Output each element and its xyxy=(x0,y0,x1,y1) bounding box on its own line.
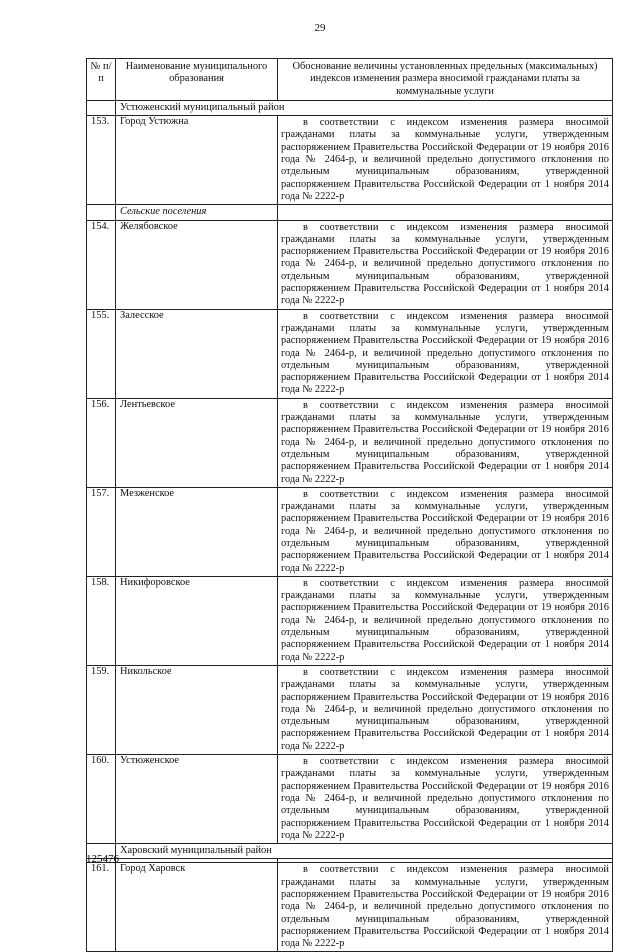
region-row xyxy=(87,844,613,859)
indices-table xyxy=(86,58,613,952)
header-name: Наименование муниципального образования xyxy=(116,59,278,101)
table-row xyxy=(87,116,613,205)
row-num: 160. xyxy=(87,755,116,844)
row-name: Устюженское xyxy=(116,755,278,844)
row-justification: в соответствии с индексом изменения размера вносимой гражданами платы за коммунальные услуги, утвержденным распоряжением Правительства Российской Федерации от 19 ноября 2016 года № 2464-р, и величиной предельно допустимого отклонения по отдельным муниципальным образованиям, утвержденной распоряжением Правительства Российской Федерации от 1 ноября 2014 года № 2222-р xyxy=(278,576,613,665)
row-justification: в соответствии с индексом изменения размера вносимой гражданами платы за коммунальные услуги, утвержденным распоряжением Правительства Российской Федерации от 19 ноября 2016 года № 2464-р, и величиной предельно допустимого отклонения по отдельным муниципальным образованиям, утвержденной распоряжением Правительства Российской Федерации от 1 ноября 2014 года № 2222-р xyxy=(278,755,613,844)
table-row xyxy=(87,309,613,398)
subgroup-row-empty xyxy=(278,205,613,220)
row-num: 157. xyxy=(87,487,116,576)
row-name: Мезженское xyxy=(116,487,278,576)
region-title: Устюженский муниципальный район xyxy=(116,100,613,115)
row-num: 156. xyxy=(87,398,116,487)
header-num: № п/п xyxy=(87,59,116,101)
page-number: 29 xyxy=(314,22,326,34)
row-name: Залесское xyxy=(116,309,278,398)
region-row xyxy=(87,100,613,115)
table-row xyxy=(87,755,613,844)
region-row-num xyxy=(87,100,116,115)
region-title: Харовский муниципальный район xyxy=(116,844,613,859)
subgroup-title: Сельские поселения xyxy=(116,205,278,220)
row-justification: в соответствии с индексом изменения размера вносимой гражданами платы за коммунальные услуги, утвержденным распоряжением Правительства Российской Федерации от 19 ноября 2016 года № 2464-р, и величиной предельно допустимого отклонения по отдельным муниципальным образованиям, утвержденной распоряжением Правительства Российской Федерации от 1 ноября 2014 года № 2222-р xyxy=(278,116,613,205)
row-num: 154. xyxy=(87,220,116,309)
row-num: 161. xyxy=(87,863,116,952)
subgroup-row-num xyxy=(87,205,116,220)
row-name: Лентьевское xyxy=(116,398,278,487)
table-row xyxy=(87,863,613,952)
row-num: 155. xyxy=(87,309,116,398)
row-justification: в соответствии с индексом изменения размера вносимой гражданами платы за коммунальные услуги, утвержденным распоряжением Правительства Российской Федерации от 19 ноября 2016 года № 2464-р, и величиной предельно допустимого отклонения по отдельным муниципальным образованиям, утвержденной распоряжением Правительства Российской Федерации от 1 ноября 2014 года № 2222-р xyxy=(278,220,613,309)
table-header-row xyxy=(87,59,613,101)
table-row xyxy=(87,220,613,309)
row-justification: в соответствии с индексом изменения размера вносимой гражданами платы за коммунальные услуги, утвержденным распоряжением Правительства Российской Федерации от 19 ноября 2016 года № 2464-р, и величиной предельно допустимого отклонения по отдельным муниципальным образованиям, утвержденной распоряжением Правительства Российской Федерации от 1 ноября 2014 года № 2222-р xyxy=(278,309,613,398)
table-row xyxy=(87,665,613,754)
table-row xyxy=(87,487,613,576)
header-justification: Обоснование величины установленных предельных (максимальных) индексов изменения размера вносимой гражданами платы за коммунальные услуги xyxy=(278,59,613,101)
row-num: 158. xyxy=(87,576,116,665)
row-name: Никольское xyxy=(116,665,278,754)
row-num: 153. xyxy=(87,116,116,205)
row-justification: в соответствии с индексом изменения размера вносимой гражданами платы за коммунальные услуги, утвержденным распоряжением Правительства Российской Федерации от 19 ноября 2016 года № 2464-р, и величиной предельно допустимого отклонения по отдельным муниципальным образованиям, утвержденной распоряжением Правительства Российской Федерации от 1 ноября 2014 года № 2222-р xyxy=(278,863,613,952)
row-name: Желябовское xyxy=(116,220,278,309)
row-justification: в соответствии с индексом изменения размера вносимой гражданами платы за коммунальные услуги, утвержденным распоряжением Правительства Российской Федерации от 19 ноября 2016 года № 2464-р, и величиной предельно допустимого отклонения по отдельным муниципальным образованиям, утвержденной распоряжением Правительства Российской Федерации от 1 ноября 2014 года № 2222-р xyxy=(278,398,613,487)
table-row xyxy=(87,398,613,487)
row-justification: в соответствии с индексом изменения размера вносимой гражданами платы за коммунальные услуги, утвержденным распоряжением Правительства Российской Федерации от 19 ноября 2016 года № 2464-р, и величиной предельно допустимого отклонения по отдельным муниципальным образованиям, утвержденной распоряжением Правительства Российской Федерации от 1 ноября 2014 года № 2222-р xyxy=(278,665,613,754)
table-row xyxy=(87,576,613,665)
row-name: Город Устюжна xyxy=(116,116,278,205)
row-name: Никифоровское xyxy=(116,576,278,665)
row-justification: в соответствии с индексом изменения размера вносимой гражданами платы за коммунальные услуги, утвержденным распоряжением Правительства Российской Федерации от 19 ноября 2016 года № 2464-р, и величиной предельно допустимого отклонения по отдельным муниципальным образованиям, утвержденной распоряжением Правительства Российской Федерации от 1 ноября 2014 года № 2222-р xyxy=(278,487,613,576)
row-num: 159. xyxy=(87,665,116,754)
subgroup-row xyxy=(87,205,613,220)
document-code: 125476 xyxy=(86,853,119,865)
row-name: Город Харовск xyxy=(116,863,278,952)
